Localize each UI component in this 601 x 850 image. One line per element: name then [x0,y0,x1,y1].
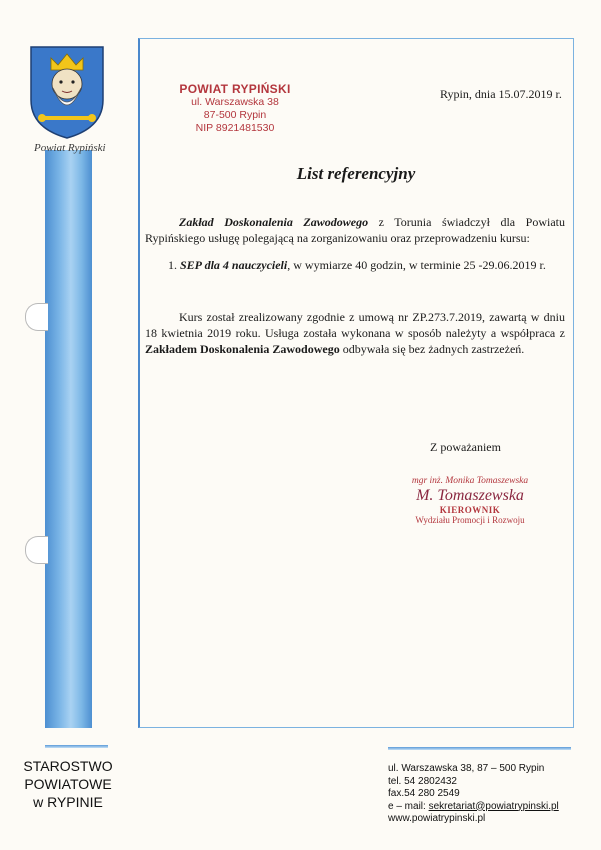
body-text-2: odbywała się bez żadnych zastrzeżeń. [339,342,525,356]
issuer-city: 87-500 Rypin [203,109,267,121]
website-link[interactable]: www.powiatrypinski.pl [388,813,486,824]
footer-email-line [388,801,559,814]
signatory-department: Wydziału Promocji i Rozwoju [415,515,525,525]
course-name: SEP dla 4 nauczycieli [180,258,288,272]
issuer-name: POWIAT RYPIŃSKI [179,82,291,96]
footer-contacts [388,763,559,826]
letter-frame [138,38,574,728]
email-label: e – mail: [388,800,429,812]
closing: Z poważaniem [430,440,501,454]
footer-phone: tel. 54 2802432 [388,775,457,787]
decorative-blue-stripe [45,150,92,728]
handwritten-signature: M. Tomaszewska [416,487,524,504]
course-details: , w wymiarze 40 godzin, w terminie 25 -29.06.2019 r. [287,258,546,272]
office-line-3: w RYPINIE [33,794,103,810]
intro-text: z Torunia świadczył dla Powiatu Rypińskiego usługę polegającą na zorganizowaniu oraz przeprowadzeniu kursu: [145,215,565,245]
issuer-stamp [165,83,305,135]
footer-fax: fax.54 280 2549 [388,788,460,799]
signatory-name: mgr inż. Monika Tomaszewska [411,476,529,486]
crest-caption: Powiat Rypiński [34,142,106,154]
footer-address: ul. Warszawska 38, 87 – 500 Rypin [388,763,545,774]
office-line-2: POWIATOWE [24,776,112,792]
signature-stamp [395,476,545,525]
issuer-nip: NIP 8921481530 [195,122,275,134]
letter-title: List referencyjny [296,164,416,183]
intro-company: Zakład Doskonalenia Zawodowego [179,215,369,229]
body-text-1: Kurs został zrealizowany zgodnie z umową nr ZP.273.7.2019, zawartą w dniu 18 kwietnia 2019 roku. Usługa została wykonana w sposób należyty a współpraca z [145,310,565,340]
body-paragraph [145,309,565,357]
body-company: Zakładem Doskonalenia Zawodowego [145,342,340,356]
punch-hole-top [25,303,48,331]
intro-paragraph [145,214,565,246]
place-date: Rypin, dnia 15.07.2019 r. [440,87,562,101]
county-coat-of-arms-icon [28,44,106,140]
course-list-item [168,257,568,273]
footer-rule-right [388,747,571,750]
footer-rule-left [45,745,108,748]
signatory-role: KIEROWNIK [439,505,501,515]
office-line-1: STAROSTWO [23,758,113,774]
footer-office-name [18,757,118,811]
item-number: 1. [168,258,177,272]
punch-hole-bottom [25,536,48,564]
issuer-street: ul. Warszawska 38 [191,96,279,108]
email-link[interactable]: sekretariat@powiatrypinski.pl [428,800,559,812]
